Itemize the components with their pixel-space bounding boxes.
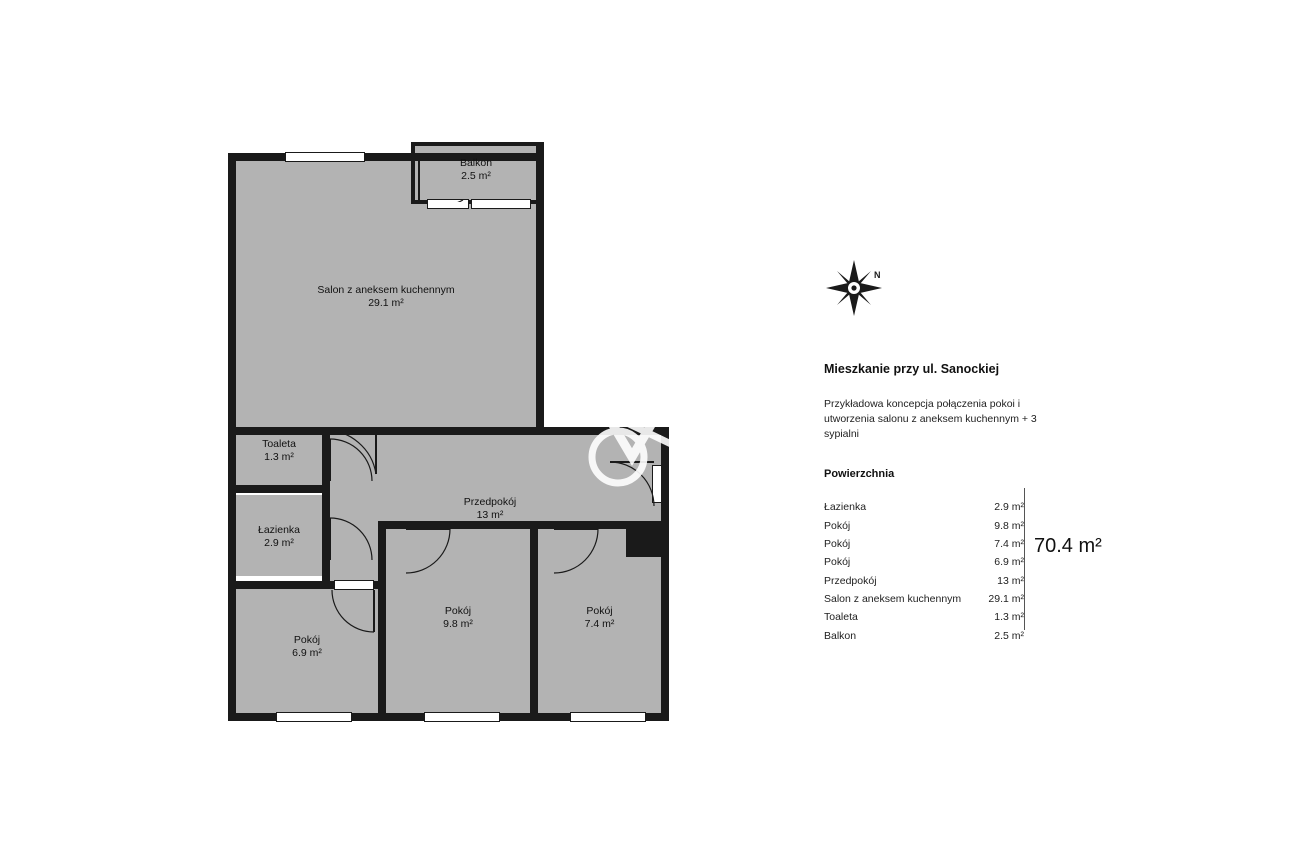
window-salon-top: [285, 152, 365, 162]
room-name-lazienka: Łazienka: [257, 524, 301, 536]
room-area-pokoj-9-8: 9.8 m²: [443, 618, 473, 631]
wall-pokoj-98-right: [530, 521, 538, 713]
room-label-pokoj-9-8: [386, 605, 530, 631]
area-value: 2.5 m²: [994, 629, 1024, 642]
room-name-pokoj-7-4: Pokój: [586, 605, 613, 617]
wall-przedpokoj-stem-right: [378, 521, 386, 713]
room-label-pokoj-7-4: [538, 605, 661, 631]
room-name-pokoj-9-8: Pokój: [444, 605, 472, 617]
room-name-balkon: Balkon: [459, 157, 493, 169]
room-label-balkon: [414, 157, 538, 183]
room-area-przedpokoj: 13 m²: [476, 509, 504, 522]
area-value: 29.1 m²: [988, 593, 1024, 606]
room-label-pokoj-6-9: [236, 634, 378, 660]
area-name: Przedpokój: [824, 574, 877, 587]
area-name: Toaleta: [824, 611, 858, 624]
area-value: 7.4 m²: [994, 537, 1024, 550]
area-name: Balkon: [824, 629, 857, 642]
window-pokoj-69-bottom: [276, 712, 352, 722]
room-name-pokoj-6-9: Pokój: [293, 634, 321, 646]
room-area-balkon: 2.5 m²: [461, 170, 491, 183]
room-name-toaleta: Toaleta: [262, 438, 296, 450]
compass-north-label: N: [874, 270, 881, 280]
areas-heading: Powierzchnia: [824, 468, 895, 480]
door-pokoj-9-8: [404, 527, 452, 575]
wall-toaleta-bottom: [228, 485, 330, 493]
room-name-salon: Salon z aneksem kuchennym: [317, 284, 455, 296]
wall-salon-left: [228, 153, 236, 433]
room-label-lazienka: [236, 524, 322, 550]
window-balkon-bottom-right: [471, 199, 531, 209]
wall-salon-bottom: [228, 427, 544, 435]
area-value: 6.9 m²: [994, 556, 1024, 569]
total-area-value: 70.4 m²: [1034, 535, 1102, 557]
window-pokoj-74-bottom: [570, 712, 646, 722]
room-label-salon: [236, 284, 536, 310]
divider: [1024, 488, 1025, 630]
room-area-pokoj-6-9: 6.9 m²: [292, 647, 322, 660]
wall-salon-right: [536, 196, 544, 433]
table-row: [824, 553, 1024, 571]
table-row: [824, 627, 1024, 645]
wall-corridor-top: [536, 427, 669, 435]
room-area-salon: 29.1 m²: [368, 297, 404, 310]
door-entrance: [608, 460, 656, 508]
table-row: [824, 572, 1024, 590]
area-name: Pokój: [824, 556, 851, 569]
table-row: [824, 608, 1024, 626]
table-row: [824, 516, 1024, 534]
plan-description: Przykładowa koncepcja połączenia pokoi i utworzenia salonu z aneksem kuchennym + 3 sypialni: [824, 398, 1037, 441]
door-pokoj-7-4: [552, 527, 600, 575]
area-name: Pokój: [824, 519, 851, 532]
door-pokoj-6-9: [330, 588, 376, 634]
door-toaleta: [328, 437, 374, 483]
area-value: 2.9 m²: [994, 501, 1024, 514]
room-label-toaleta: [236, 438, 322, 464]
area-value: 13 m²: [997, 574, 1024, 587]
wall-lower-right: [661, 427, 669, 721]
room-area-lazienka: 2.9 m²: [264, 537, 294, 550]
wall-lower-left: [228, 433, 236, 721]
door-lazienka: [328, 516, 374, 562]
area-name: Salon z aneksem kuchennym: [824, 593, 962, 606]
area-name: Pokój: [824, 537, 851, 550]
area-name: Łazienka: [824, 501, 867, 514]
table-row: [824, 498, 1024, 516]
table-row: [824, 535, 1024, 553]
area-value: 9.8 m²: [994, 519, 1024, 532]
wall-corner-block: [626, 529, 661, 557]
table-row: [824, 590, 1024, 608]
page-title: Mieszkanie przy ul. Sanockiej: [824, 362, 1000, 376]
compass-rose: [824, 252, 904, 324]
area-value: 1.3 m²: [994, 611, 1024, 624]
room-area-toaleta: 1.3 m²: [264, 451, 294, 464]
window-pokoj-98-bottom: [424, 712, 500, 722]
room-label-przedpokoj: [390, 496, 590, 522]
room-area-pokoj-7-4: 7.4 m²: [584, 618, 615, 631]
wall-balkon-top: [411, 142, 543, 146]
areas-table: [824, 498, 1024, 645]
room-name-przedpokoj: Przedpokój: [463, 496, 517, 508]
